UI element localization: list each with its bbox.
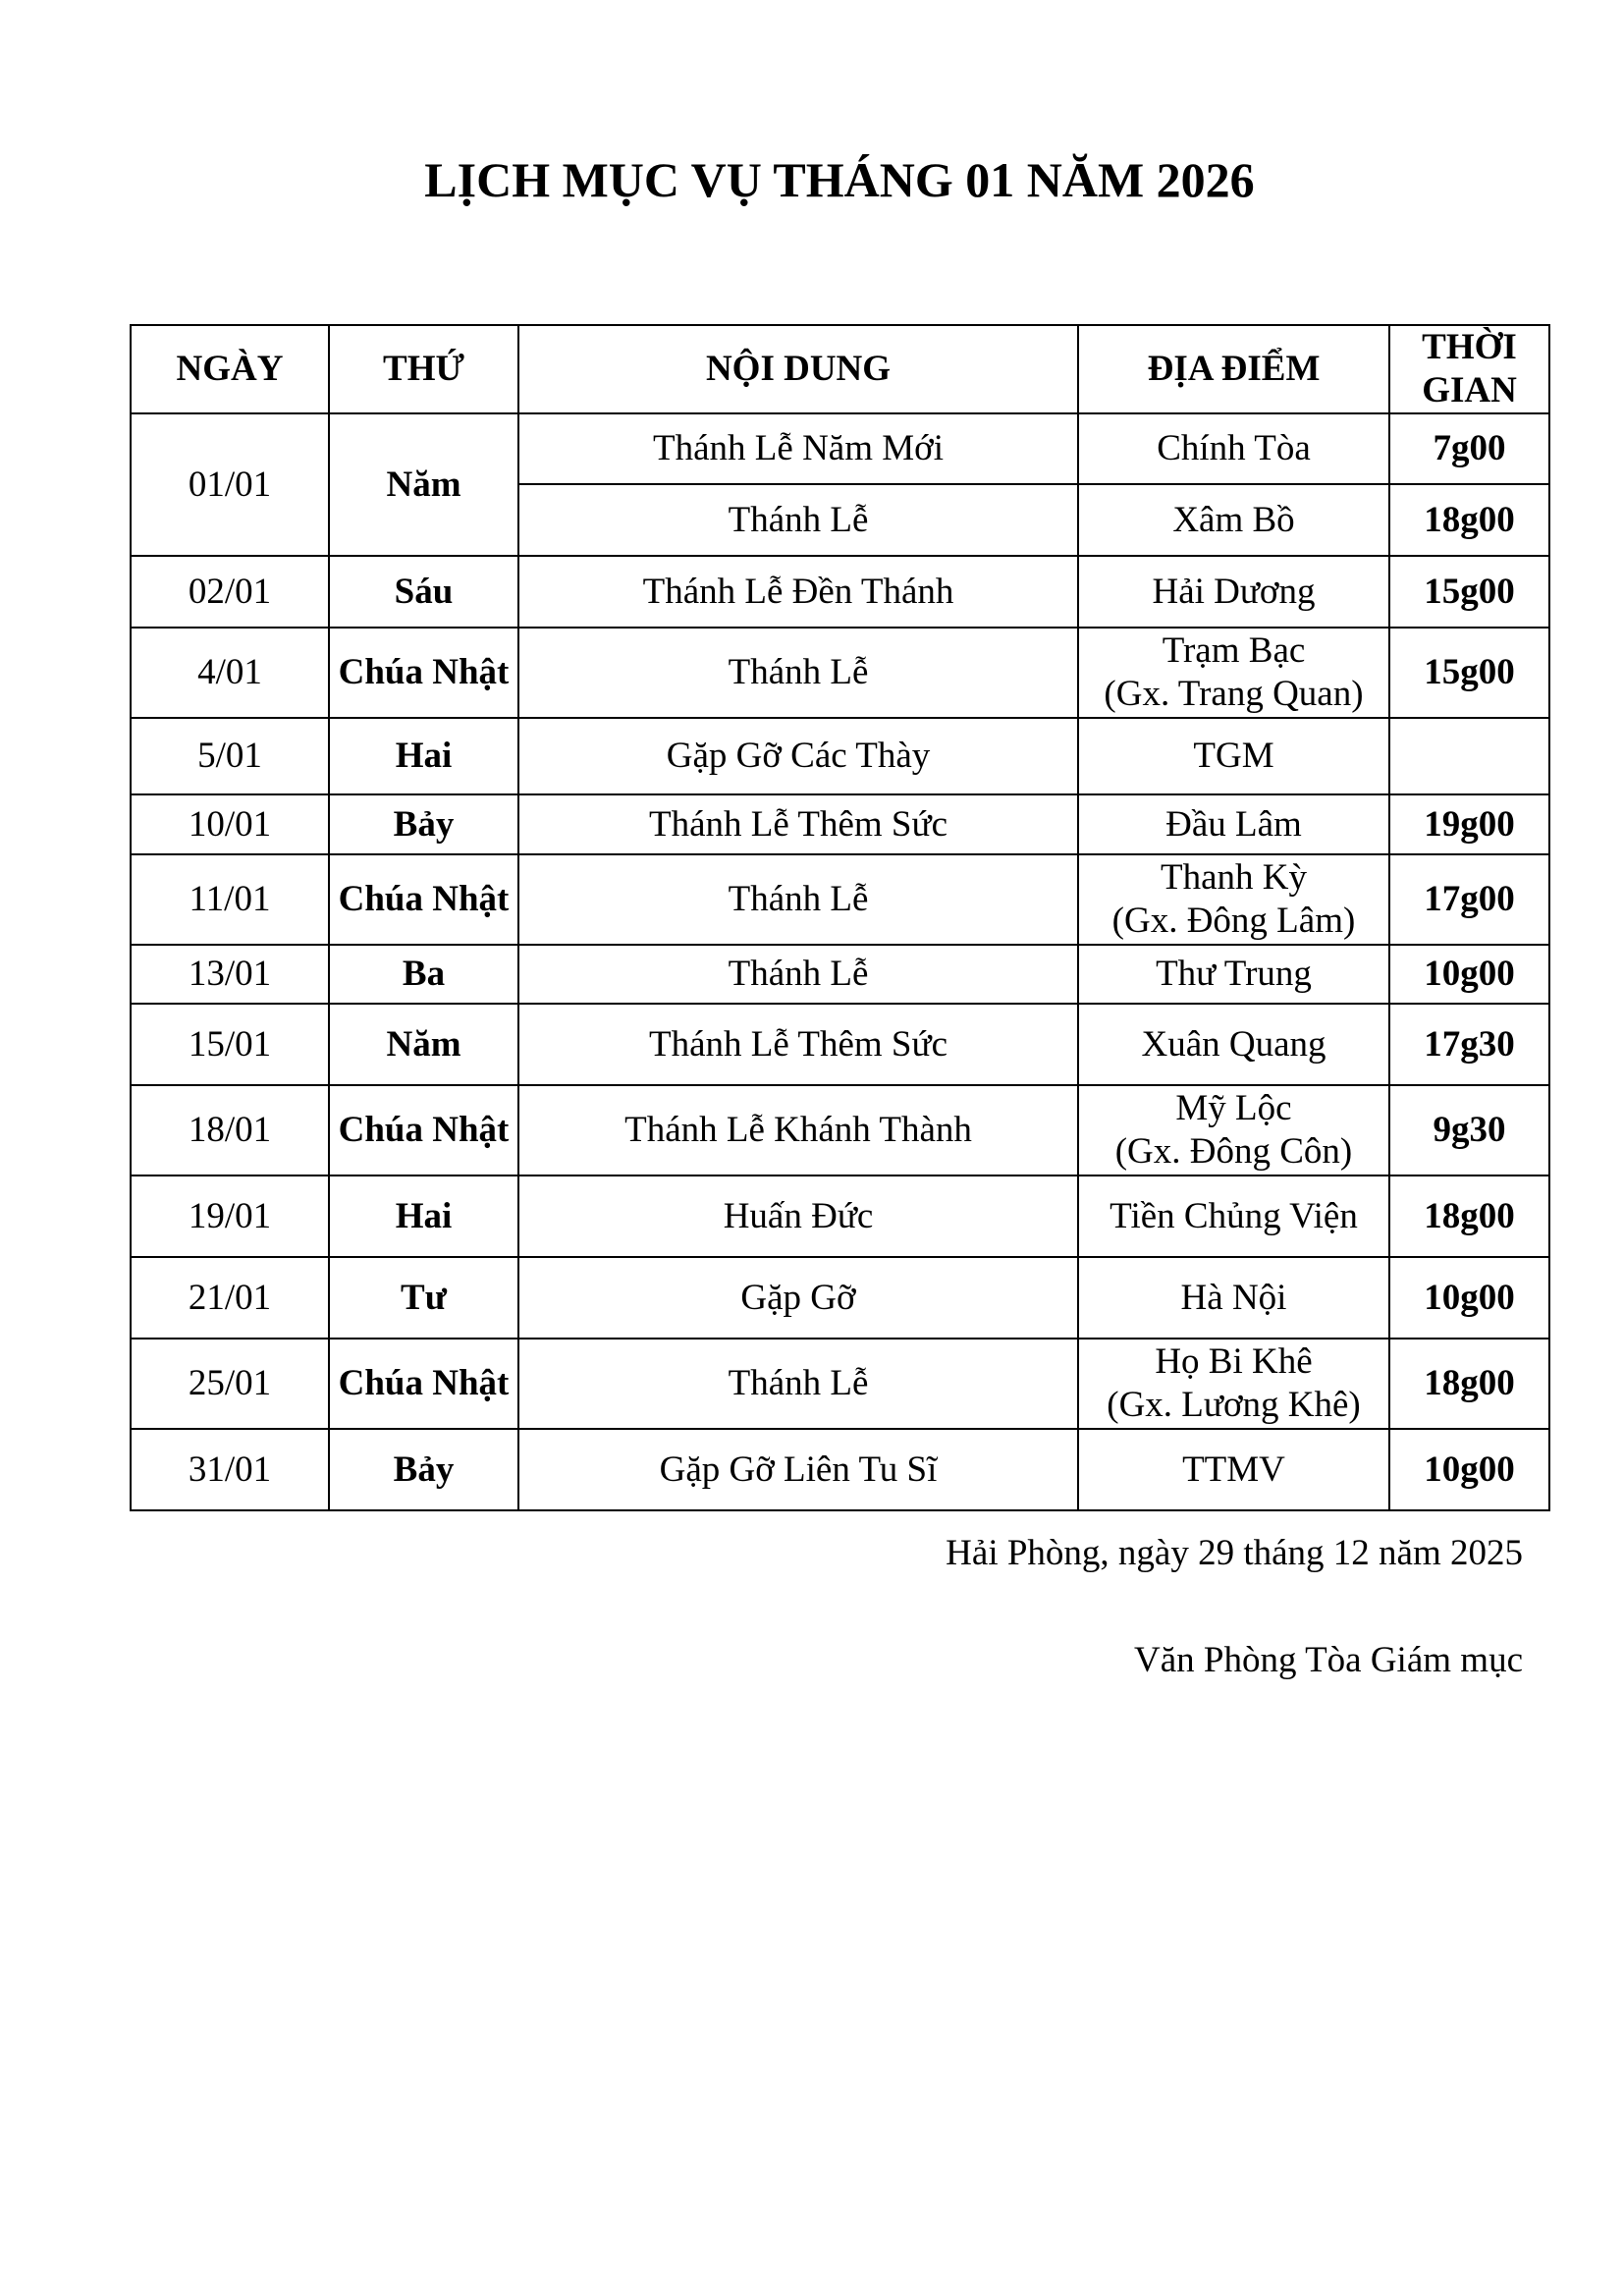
- time-cell: 7g00: [1389, 413, 1549, 484]
- place-cell: Xâm Bồ: [1078, 484, 1389, 556]
- schedule-table: [130, 324, 1550, 1511]
- table-row: [131, 1004, 1549, 1085]
- time-cell: 10g00: [1389, 1257, 1549, 1339]
- place-line2: (Gx. Trang Quan): [1104, 674, 1364, 714]
- content-cell: Thánh Lễ: [518, 1339, 1078, 1429]
- date-cell: 5/01: [131, 718, 329, 794]
- table-row: [131, 1257, 1549, 1339]
- weekday-cell: Ba: [329, 945, 518, 1004]
- table-row: [131, 945, 1549, 1004]
- time-cell: [1389, 718, 1549, 794]
- place-cell: [1078, 854, 1389, 945]
- place-line2: (Gx. Đông Côn): [1114, 1131, 1353, 1172]
- content-cell: Thánh Lễ Đền Thánh: [518, 556, 1078, 628]
- content-cell: Thánh Lễ Năm Mới: [518, 413, 1078, 484]
- table-row: [131, 1085, 1549, 1175]
- page-title: LỊCH MỤC VỤ THÁNG 01 NĂM 2026: [424, 152, 1255, 207]
- place-cell: [1078, 1085, 1389, 1175]
- content-cell: Gặp Gỡ Các Thày: [518, 718, 1078, 794]
- date-cell: 19/01: [131, 1175, 329, 1257]
- place-cell: Thư Trung: [1078, 945, 1389, 1004]
- table-row: [131, 1339, 1549, 1429]
- content-cell: Gặp Gỡ Liên Tu Sĩ: [518, 1429, 1078, 1510]
- time-cell: 9g30: [1389, 1085, 1549, 1175]
- place-cell: Tiền Chủng Viện: [1078, 1175, 1389, 1257]
- weekday-cell: Hai: [329, 718, 518, 794]
- content-cell: Thánh Lễ Thêm Sức: [518, 1004, 1078, 1085]
- place-line1: Trạm Bạc: [1162, 630, 1306, 671]
- weekday-cell: Bảy: [329, 794, 518, 854]
- weekday-cell: Chúa Nhật: [329, 628, 518, 718]
- content-cell: Thánh Lễ: [518, 628, 1078, 718]
- place-line1: Họ Bi Khê: [1155, 1341, 1313, 1382]
- date-cell: 25/01: [131, 1339, 329, 1429]
- time-cell: 18g00: [1389, 1175, 1549, 1257]
- content-cell: Gặp Gỡ: [518, 1257, 1078, 1339]
- content-cell: Thánh Lễ: [518, 484, 1078, 556]
- place-cell: TGM: [1078, 718, 1389, 794]
- place-line2: (Gx. Đông Lâm): [1111, 901, 1356, 941]
- place-cell: Hà Nội: [1078, 1257, 1389, 1339]
- time-cell: 15g00: [1389, 628, 1549, 718]
- header-place: ĐỊA ĐIỂM: [1078, 325, 1389, 413]
- table-row: [131, 628, 1549, 718]
- weekday-cell: Năm: [329, 413, 518, 556]
- weekday-cell: Năm: [329, 1004, 518, 1085]
- place-cell: Đầu Lâm: [1078, 794, 1389, 854]
- date-cell: 01/01: [131, 413, 329, 556]
- place-cell: [1078, 1339, 1389, 1429]
- table-row: [131, 556, 1549, 628]
- date-cell: 31/01: [131, 1429, 329, 1510]
- footer-place-date: Hải Phòng, ngày 29 tháng 12 năm 2025: [946, 1533, 1523, 1573]
- header-date: NGÀY: [131, 325, 329, 413]
- header-time-line2: GIAN: [1422, 370, 1517, 410]
- content-cell: Thánh Lễ: [518, 854, 1078, 945]
- place-cell: Xuân Quang: [1078, 1004, 1389, 1085]
- footer-office: Văn Phòng Tòa Giám mục: [1134, 1640, 1523, 1680]
- date-cell: 02/01: [131, 556, 329, 628]
- content-cell: Thánh Lễ Khánh Thành: [518, 1085, 1078, 1175]
- time-cell: 19g00: [1389, 794, 1549, 854]
- time-cell: 15g00: [1389, 556, 1549, 628]
- content-cell: Huấn Đức: [518, 1175, 1078, 1257]
- place-line2: (Gx. Lương Khê): [1107, 1385, 1361, 1425]
- time-cell: 17g30: [1389, 1004, 1549, 1085]
- table-row: [131, 1429, 1549, 1510]
- weekday-cell: Chúa Nhật: [329, 854, 518, 945]
- table-row: [131, 1175, 1549, 1257]
- place-cell: Hải Dương: [1078, 556, 1389, 628]
- header-weekday: THỨ: [329, 325, 518, 413]
- date-cell: 18/01: [131, 1085, 329, 1175]
- date-cell: 21/01: [131, 1257, 329, 1339]
- weekday-cell: Chúa Nhật: [329, 1085, 518, 1175]
- time-cell: 17g00: [1389, 854, 1549, 945]
- table-row: [131, 854, 1549, 945]
- date-cell: 4/01: [131, 628, 329, 718]
- place-line1: Thanh Kỳ: [1161, 857, 1307, 898]
- time-cell: 18g00: [1389, 1339, 1549, 1429]
- time-cell: 10g00: [1389, 945, 1549, 1004]
- header-row: [131, 325, 1549, 413]
- header-content: NỘI DUNG: [518, 325, 1078, 413]
- date-cell: 10/01: [131, 794, 329, 854]
- weekday-cell: Hai: [329, 1175, 518, 1257]
- header-time-line1: THỜI: [1422, 327, 1517, 367]
- date-cell: 11/01: [131, 854, 329, 945]
- date-cell: 13/01: [131, 945, 329, 1004]
- content-cell: Thánh Lễ: [518, 945, 1078, 1004]
- place-cell: [1078, 628, 1389, 718]
- time-cell: 10g00: [1389, 1429, 1549, 1510]
- header-time: [1389, 325, 1549, 413]
- place-cell: TTMV: [1078, 1429, 1389, 1510]
- table-row: [131, 718, 1549, 794]
- table-row: [131, 794, 1549, 854]
- weekday-cell: Sáu: [329, 556, 518, 628]
- table-row: [131, 413, 1549, 484]
- weekday-cell: Chúa Nhật: [329, 1339, 518, 1429]
- place-line1: Mỹ Lộc: [1175, 1088, 1292, 1128]
- weekday-cell: Bảy: [329, 1429, 518, 1510]
- time-cell: 18g00: [1389, 484, 1549, 556]
- content-cell: Thánh Lễ Thêm Sức: [518, 794, 1078, 854]
- place-cell: Chính Tòa: [1078, 413, 1389, 484]
- weekday-cell: Tư: [329, 1257, 518, 1339]
- date-cell: 15/01: [131, 1004, 329, 1085]
